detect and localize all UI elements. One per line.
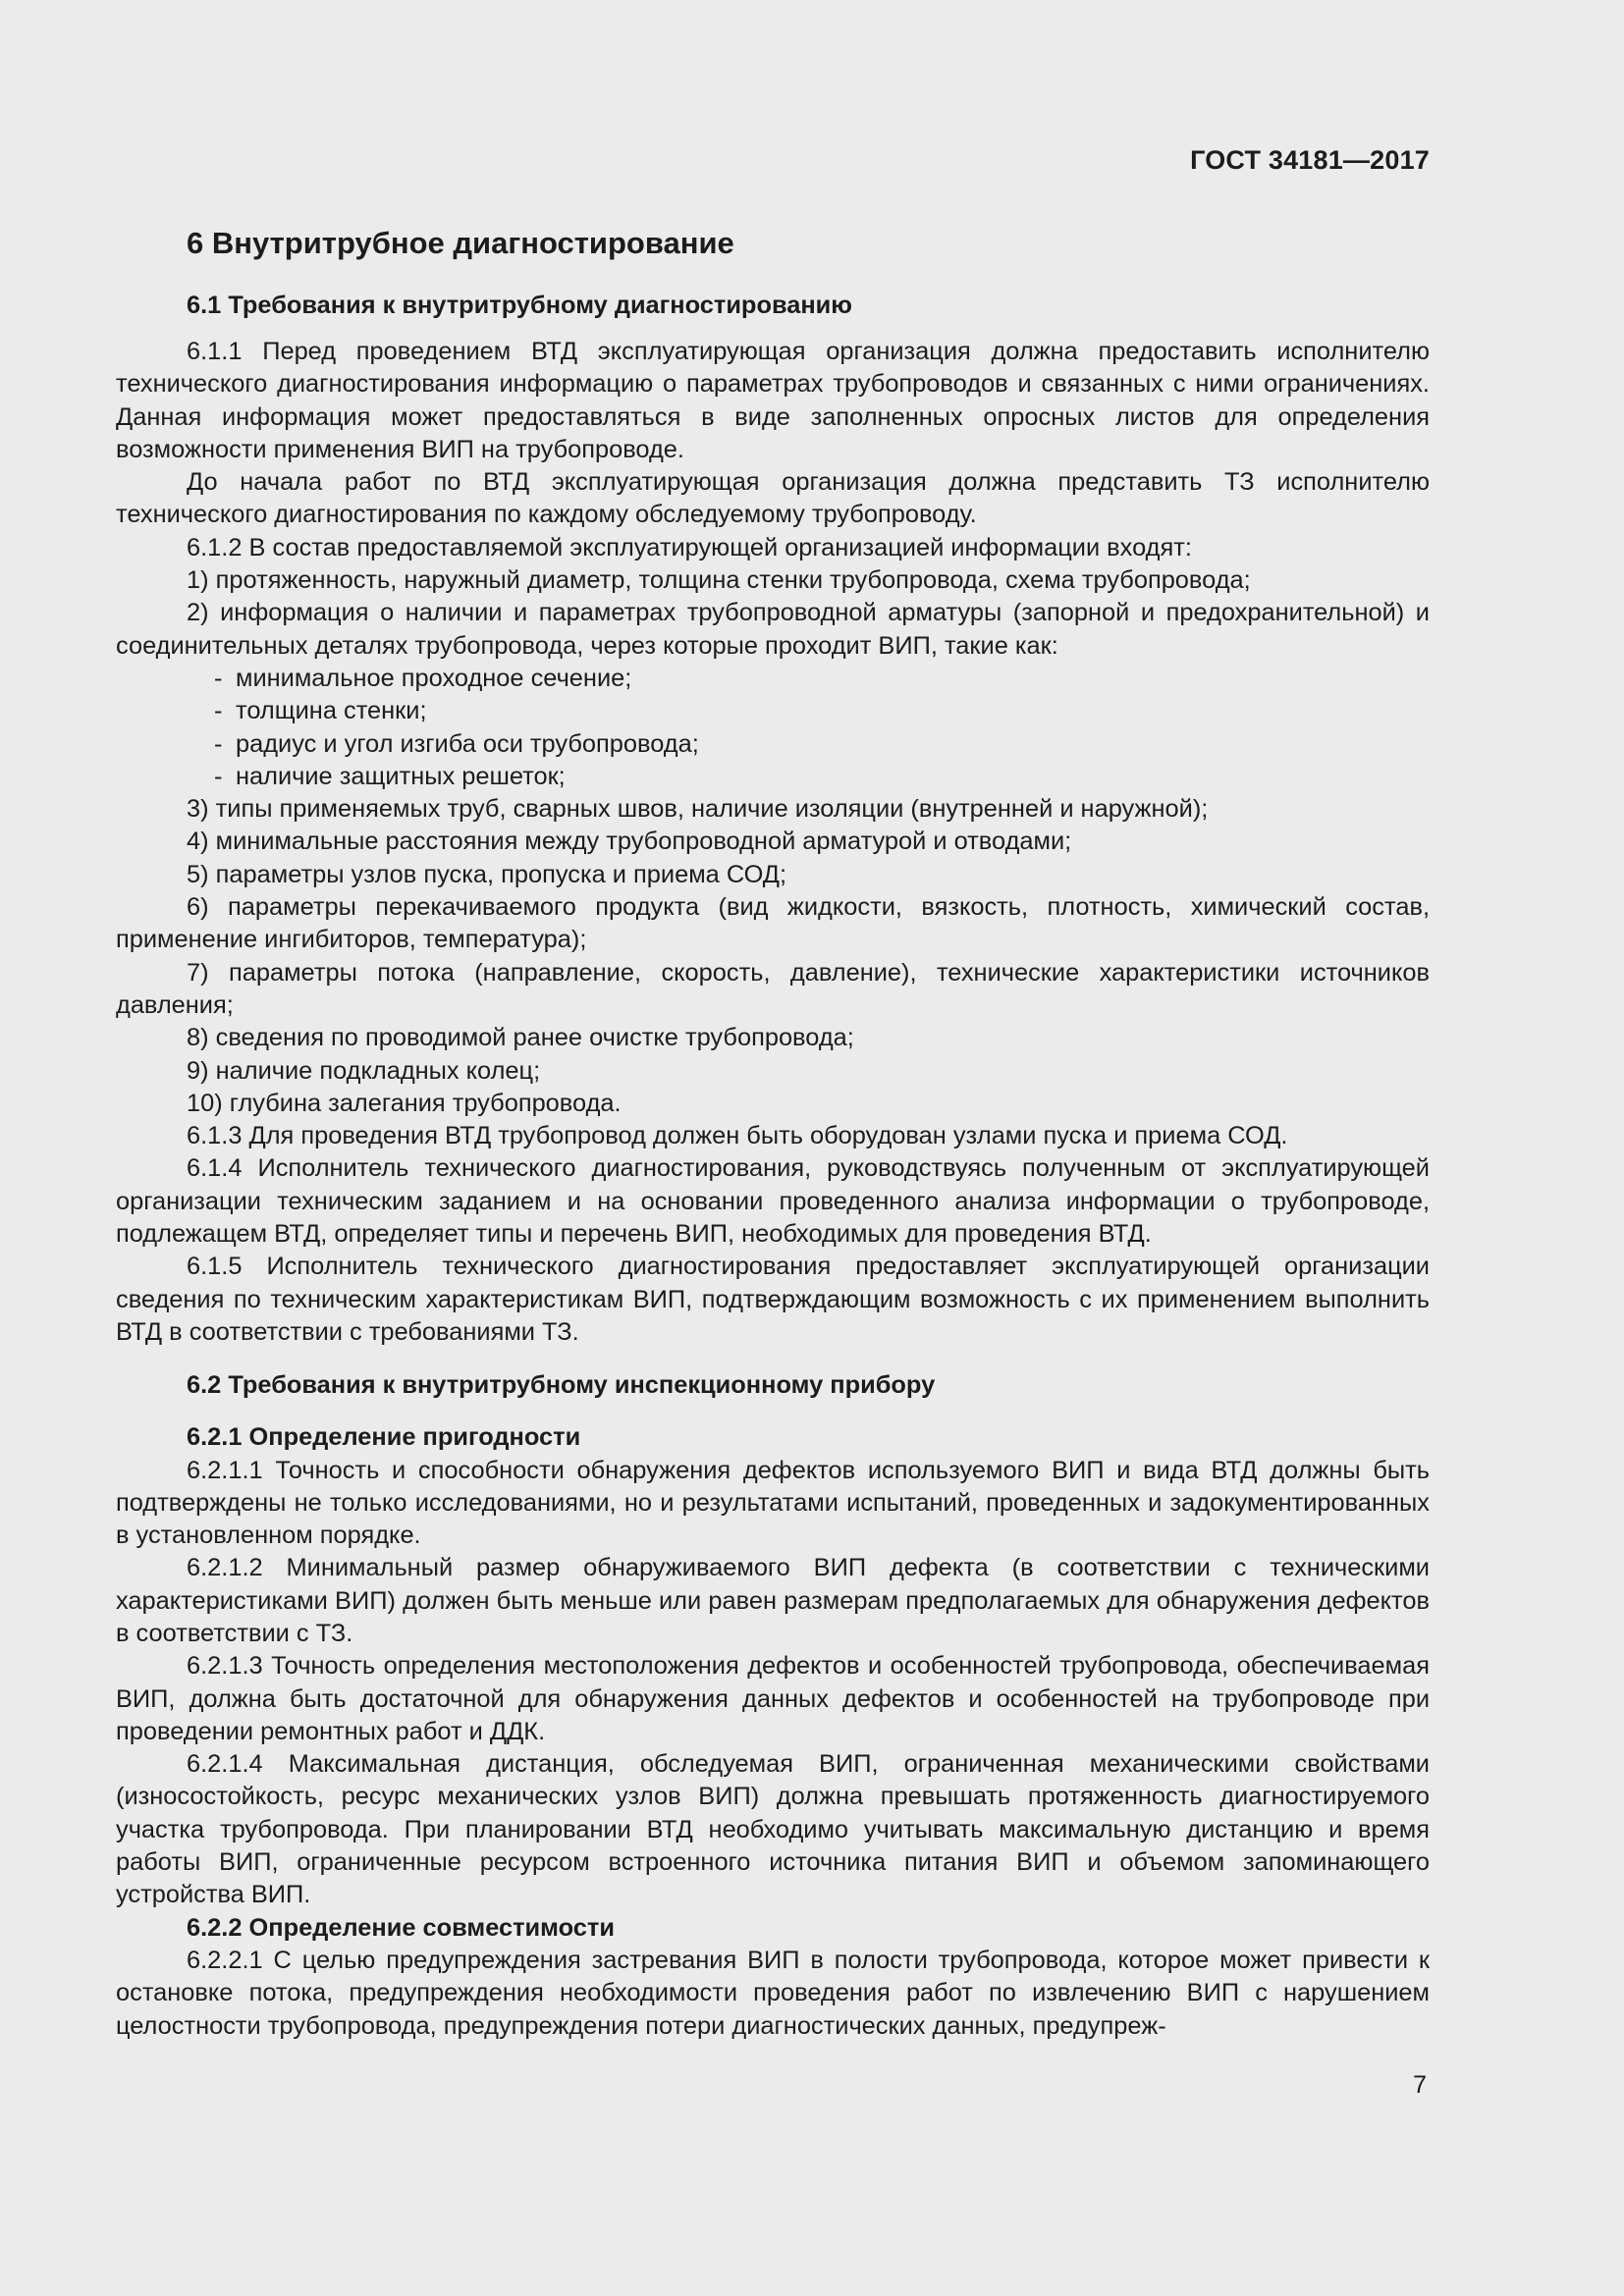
paragraph-6-1-2: 6.1.2 В состав предоставляемой эксплуатирующей организацией информации входят: xyxy=(187,533,1192,561)
list-item-6: 6) параметры перекачиваемого продукта (вид жидкости, вязкость, плотность, химический состав, применение ингибиторов, температура); xyxy=(116,893,1430,954)
paragraph-6-1-5: 6.1.5 Исполнитель технического диагностирования предоставляет эксплуатирующей организации сведения по техническим характеристикам ВИП, подтверждающим возможность с их применением выполнить ВТД в соответствии с требованиями ТЗ. xyxy=(116,1253,1430,1346)
paragraph-6-2-1-3: 6.2.1.3 Точность определения местоположения дефектов и особенностей трубопровода, обеспечиваемая ВИП, должна быть достаточной для обнаружения данных дефектов и особенностей на трубопроводе при проведении ремонтных работ и ДДК. xyxy=(116,1652,1430,1745)
dash-item-text: наличие защитных решеток; xyxy=(236,762,566,790)
list-item-8: 8) сведения по проводимой ранее очистке трубопровода; xyxy=(187,1024,854,1052)
list-item-10: 10) глубина залегания трубопровода. xyxy=(187,1089,622,1117)
list-item-5: 5) параметры узлов пуска, пропуска и приема СОД; xyxy=(187,860,787,888)
dash-item xyxy=(116,761,1430,793)
list-item-4: 4) минимальные расстояния между трубопроводной арматурой и отводами; xyxy=(187,828,1072,856)
dash-item xyxy=(116,663,1430,695)
paragraph-6-2-1-1: 6.2.1.1 Точность и способности обнаружения дефектов используемого ВИП и вида ВТД должны быть подтверждены не только исследованиями, но и результатами испытаний, проведенных и задокументированных в установленном порядке. xyxy=(116,1456,1430,1550)
list-item-7: 7) параметры потока (направление, скорость, давление), технические характеристики источников давления; xyxy=(116,958,1430,1019)
dash-mark: - xyxy=(214,729,223,758)
subsection-6-2-2-heading: 6.2.2 Определение совместимости xyxy=(187,1913,615,1942)
list-item-1: 1) протяженность, наружный диаметр, толщина стенки трубопровода, схема трубопровода; xyxy=(187,566,1251,595)
dash-mark: - xyxy=(214,697,223,725)
page-content xyxy=(116,220,1430,2043)
paragraph-6-1-3: 6.1.3 Для проведения ВТД трубопровод должен быть оборудован узлами пуска и приема СОД. xyxy=(187,1122,1288,1150)
paragraph-6-1-1: 6.1.1 Перед проведением ВТД эксплуатирующая организация должна предоставить исполнителю технического диагностирования информацию о параметрах трубопроводов и связанных с ними ограничениях. Данная информация может предоставляться в виде заполненных опросных листов для определения возможности применения ВИП на трубопроводе. xyxy=(116,338,1430,463)
list-item-2: 2) информация о наличии и параметрах трубопроводной арматуры (запорной и предохранительной) и соединительных деталях трубопровода, через которые проходит ВИП, такие как: xyxy=(116,599,1430,660)
paragraph-6-2-1-4: 6.2.1.4 Максимальная дистанция, обследуемая ВИП, ограниченная механическими свойствами (износостойкость, ресурс механических узлов ВИП) должна превышать протяженность диагностируемого участка трубопровода. При планировании ВТД необходимо учитывать максимальную дистанцию и время работы ВИП, ограниченные ресурсом встроенного источника питания ВИП и объемом запоминающего устройства ВИП. xyxy=(116,1750,1430,1909)
dash-item-text: толщина стенки; xyxy=(236,697,427,725)
list-item-3: 3) типы применяемых труб, сварных швов, наличие изоляции (внутренней и наружной); xyxy=(187,795,1209,824)
section-6-1-heading: 6.1 Требования к внутритрубному диагностированию xyxy=(187,292,852,319)
paragraph-6-2-1-2: 6.2.1.2 Минимальный размер обнаруживаемого ВИП дефекта (в соответствии с техническими характеристиками ВИП) должен быть меньше или равен размерам предполагаемых для обнаружения дефектов в соответствии с ТЗ. xyxy=(116,1554,1430,1647)
page-number: 7 xyxy=(1413,2071,1427,2099)
paragraph-6-2-2-1: 6.2.2.1 С целью предупреждения застревания ВИП в полости трубопровода, которое может привести к остановке потока, предупреждения необходимости проведения работ по извлечению ВИП с нарушением целостности трубопровода, предупреждения потери диагностических данных, предупреж- xyxy=(116,1946,1430,2040)
dash-item xyxy=(116,695,1430,727)
section-6-heading: 6 Внутритрубное диагностирование xyxy=(187,226,734,260)
dash-mark: - xyxy=(214,664,223,692)
dash-mark: - xyxy=(214,762,223,790)
subsection-6-2-1-heading: 6.2.1 Определение пригодности xyxy=(187,1423,581,1452)
standard-number: ГОСТ 34181—2017 xyxy=(1190,145,1430,175)
paragraph-6-1-1-b: До начала работ по ВТД эксплуатирующая организация должна представить ТЗ исполнителю технического диагностирования по каждому обследуемому трубопроводу. xyxy=(116,468,1430,529)
dash-item-text: минимальное проходное сечение; xyxy=(236,664,632,692)
dash-item xyxy=(116,728,1430,761)
list-item-9: 9) наличие подкладных колец; xyxy=(187,1056,541,1085)
dash-item-text: радиус и угол изгиба оси трубопровода; xyxy=(236,729,699,758)
paragraph-6-1-4: 6.1.4 Исполнитель технического диагностирования, руководствуясь полученным от эксплуатирующей организации техническим заданием и на основании проведенного анализа информации о трубопроводе, подлежащем ВТД, определяет типы и перечень ВИП, необходимых для проведения ВТД. xyxy=(116,1154,1430,1249)
section-6-2-heading: 6.2 Требования к внутритрубному инспекционному прибору xyxy=(187,1371,936,1400)
